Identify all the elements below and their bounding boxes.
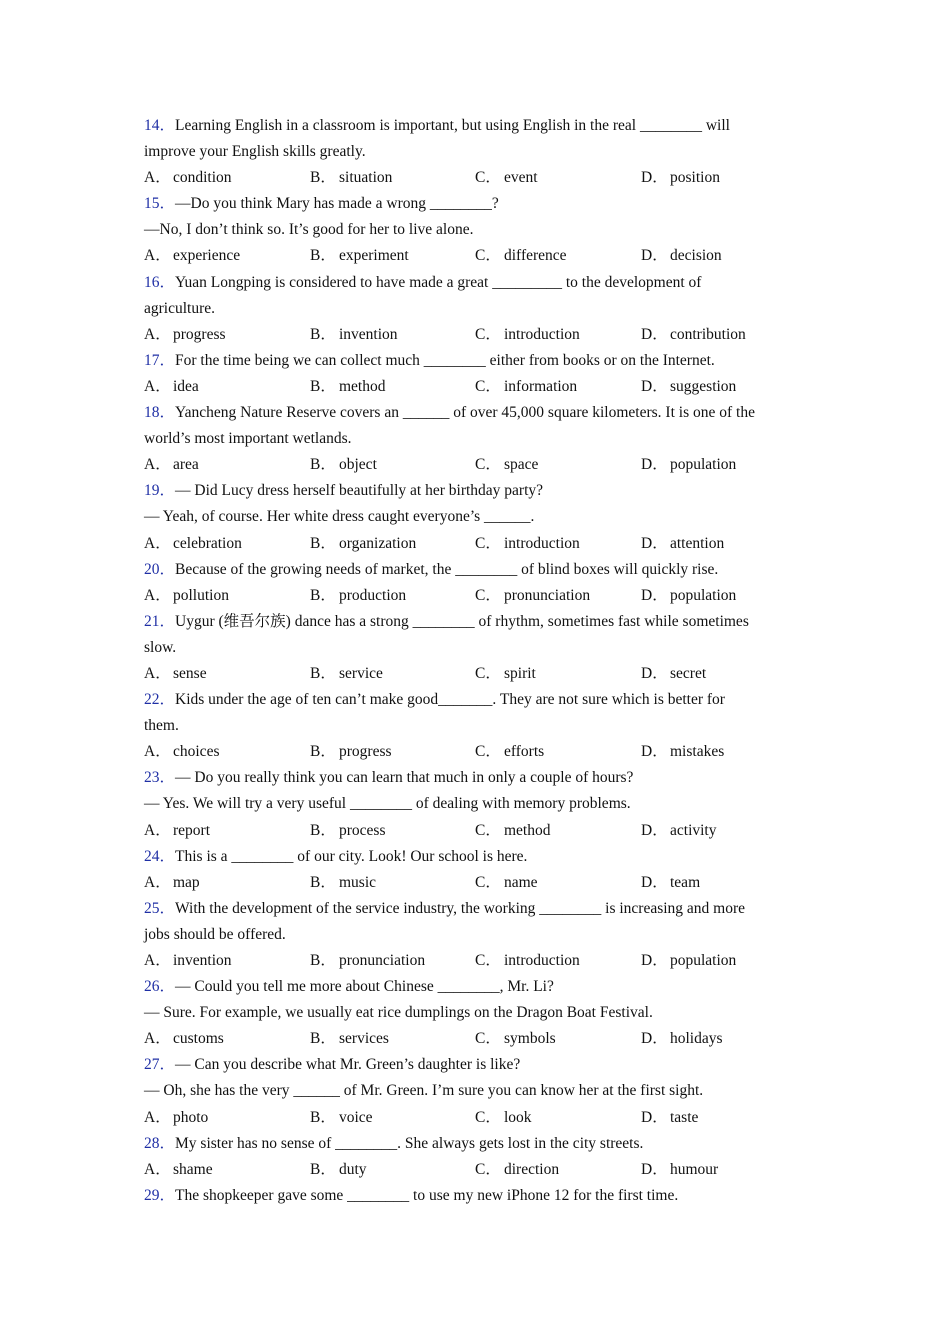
question-number: 21	[144, 612, 160, 630]
option-d[interactable]	[641, 818, 717, 844]
option-letter: C．	[475, 456, 501, 474]
option-letter: D．	[641, 169, 668, 187]
option-text: introduction	[504, 534, 580, 552]
question-stem	[144, 974, 824, 1000]
option-letter: D．	[641, 1108, 668, 1126]
question-stem-continued	[144, 504, 824, 530]
question-number: 18	[144, 404, 160, 422]
option-letter: D．	[641, 586, 668, 604]
option-text: shame	[173, 1160, 213, 1178]
question-number-separator: ．	[159, 1186, 176, 1204]
options-row	[144, 165, 824, 191]
question-stem	[144, 557, 824, 583]
question-23	[144, 765, 824, 843]
option-letter: B．	[310, 821, 336, 839]
options-row	[144, 322, 824, 348]
option-d[interactable]	[641, 243, 722, 269]
option-letter: A．	[144, 664, 171, 682]
question-text: agriculture.	[144, 299, 216, 317]
option-text: organization	[339, 534, 417, 552]
option-text: experience	[173, 247, 241, 265]
option-letter: B．	[310, 247, 336, 265]
option-text: situation	[339, 169, 393, 187]
question-stem	[144, 609, 824, 635]
option-letter: B．	[310, 1160, 336, 1178]
option-text: choices	[173, 743, 220, 761]
option-a[interactable]	[144, 1105, 208, 1131]
question-number: 23	[144, 769, 160, 787]
option-text: taste	[670, 1108, 699, 1126]
option-letter: B．	[310, 952, 336, 969]
option-text: name	[504, 873, 538, 891]
question-25	[144, 896, 824, 974]
question-text: — Could you tell me more about Chinese ________, Mr. Li?	[175, 978, 554, 996]
option-c[interactable]	[475, 1157, 559, 1183]
question-stem-continued	[144, 217, 824, 243]
question-number: 14	[144, 117, 160, 134]
option-d[interactable]	[641, 948, 736, 974]
question-stem-continued	[144, 139, 824, 165]
question-number-separator: ．	[159, 769, 176, 787]
option-letter: C．	[475, 534, 501, 552]
option-d[interactable]	[641, 374, 736, 400]
option-a[interactable]	[144, 948, 232, 974]
option-a[interactable]	[144, 452, 199, 478]
question-text: Uygur (维吾尔族) dance has a strong ________ of rhythm, sometimes fast while sometimes	[175, 612, 749, 630]
option-letter: A．	[144, 821, 171, 839]
options-row	[144, 583, 824, 609]
question-14	[144, 113, 824, 191]
question-24	[144, 844, 824, 896]
question-number-separator: ．	[159, 195, 176, 213]
option-letter: C．	[475, 952, 501, 969]
question-text: — Did Lucy dress herself beautifully at her birthday party?	[175, 482, 544, 500]
question-stem-continued	[144, 296, 824, 322]
option-d[interactable]	[641, 870, 700, 896]
question-text: slow.	[144, 638, 177, 656]
option-letter: C．	[475, 664, 501, 682]
question-text: them.	[144, 717, 179, 735]
options-row	[144, 661, 824, 687]
option-text: voice	[339, 1108, 373, 1126]
option-text: mistakes	[670, 743, 725, 761]
options-row	[144, 243, 824, 269]
option-text: duty	[339, 1160, 367, 1178]
question-17	[144, 348, 824, 400]
option-b[interactable]	[310, 1026, 389, 1052]
option-text: population	[670, 952, 737, 969]
option-text: holidays	[670, 1030, 723, 1048]
option-d[interactable]	[641, 739, 724, 765]
option-text: contribution	[670, 325, 746, 343]
option-letter: B．	[310, 743, 336, 761]
option-letter: A．	[144, 1160, 171, 1178]
option-c[interactable]	[475, 661, 536, 687]
option-text: report	[173, 821, 211, 839]
option-d[interactable]	[641, 452, 736, 478]
question-text: Learning English in a classroom is important, but using English in the real ________ will	[175, 117, 730, 134]
question-number-separator: ．	[159, 482, 176, 500]
options-row	[144, 1026, 824, 1052]
option-letter: D．	[641, 377, 668, 395]
question-number-separator: ．	[159, 847, 176, 865]
option-text: decision	[670, 247, 722, 265]
options-row	[144, 948, 824, 974]
option-b[interactable]	[310, 452, 377, 478]
option-letter: D．	[641, 743, 668, 761]
option-c[interactable]	[475, 948, 580, 974]
question-27	[144, 1052, 824, 1130]
question-18	[144, 400, 824, 478]
question-number-separator: ．	[159, 351, 176, 369]
option-c[interactable]	[475, 870, 538, 896]
question-text: Yuan Longping is considered to have made a great _________ to the development of	[175, 273, 702, 291]
question-number: 20	[144, 560, 160, 578]
option-b[interactable]	[310, 531, 416, 557]
option-letter: D．	[641, 1030, 668, 1048]
option-a[interactable]	[144, 583, 229, 609]
option-text: condition	[173, 169, 232, 187]
option-text: pronunciation	[504, 586, 591, 604]
question-text: The shopkeeper gave some ________ to use my new iPhone 12 for the first time.	[175, 1186, 679, 1204]
question-text: — Oh, she has the very ______ of Mr. Green. I’m sure you can know her at the first sight.	[144, 1082, 704, 1100]
question-text: world’s most important wetlands.	[144, 430, 352, 448]
question-stem	[144, 270, 824, 296]
option-b[interactable]	[310, 374, 386, 400]
question-number: 27	[144, 1056, 160, 1074]
option-b[interactable]	[310, 948, 425, 974]
option-text: progress	[339, 743, 392, 761]
option-c[interactable]	[475, 739, 544, 765]
option-letter: C．	[475, 325, 501, 343]
question-stem-continued	[144, 1078, 824, 1104]
question-text: Because of the growing needs of market, the ________ of blind boxes will quickly rise.	[175, 560, 719, 578]
option-text: position	[670, 169, 720, 187]
question-text: For the time being we can collect much ________ either from books or on the Internet.	[175, 351, 715, 369]
option-letter: A．	[144, 743, 171, 761]
question-stem	[144, 896, 824, 922]
option-letter: C．	[475, 1108, 501, 1126]
question-stem	[144, 113, 824, 139]
option-text: customs	[173, 1030, 224, 1048]
option-letter: D．	[641, 1160, 668, 1178]
option-letter: D．	[641, 821, 668, 839]
option-d[interactable]	[641, 583, 736, 609]
option-b[interactable]	[310, 243, 409, 269]
option-letter: D．	[641, 664, 668, 682]
option-letter: B．	[310, 169, 336, 187]
option-d[interactable]	[641, 165, 720, 191]
option-text: music	[339, 873, 377, 891]
question-21	[144, 609, 824, 687]
option-letter: C．	[475, 247, 501, 265]
option-letter: B．	[310, 873, 336, 891]
option-a[interactable]	[144, 818, 210, 844]
option-a[interactable]	[144, 1026, 224, 1052]
question-text: — Yes. We will try a very useful ________ of dealing with memory problems.	[144, 795, 631, 813]
option-letter: C．	[475, 1160, 501, 1178]
option-letter: A．	[144, 456, 171, 474]
option-c[interactable]	[475, 452, 538, 478]
option-text: pronunciation	[339, 952, 426, 969]
option-c[interactable]	[475, 583, 590, 609]
question-stem-continued	[144, 1000, 824, 1026]
option-letter: C．	[475, 1030, 501, 1048]
option-text: sense	[173, 664, 207, 682]
option-text: efforts	[504, 743, 545, 761]
option-c[interactable]	[475, 818, 551, 844]
option-a[interactable]	[144, 661, 207, 687]
question-number: 25	[144, 899, 160, 917]
option-text: idea	[173, 377, 199, 395]
question-number: 26	[144, 978, 160, 996]
question-text: improve your English skills greatly.	[144, 143, 366, 161]
option-c[interactable]	[475, 243, 567, 269]
question-stem-continued	[144, 635, 824, 661]
question-stem	[144, 191, 824, 217]
option-b[interactable]	[310, 870, 376, 896]
option-d[interactable]	[641, 1157, 718, 1183]
option-c[interactable]	[475, 1105, 532, 1131]
question-number-separator: ．	[159, 899, 176, 917]
question-stem	[144, 348, 824, 374]
option-d[interactable]	[641, 322, 746, 348]
option-d[interactable]	[641, 661, 706, 687]
question-text: — Yeah, of course. Her white dress caught everyone’s ______.	[144, 508, 535, 526]
option-letter: C．	[475, 873, 501, 891]
option-text: progress	[173, 325, 226, 343]
question-text: Kids under the age of ten can’t make good_______. They are not sure which is better for	[175, 691, 725, 709]
question-number-separator: ．	[159, 117, 176, 134]
option-letter: D．	[641, 952, 668, 969]
option-letter: B．	[310, 325, 336, 343]
question-number-separator: ．	[159, 1056, 176, 1074]
option-text: symbols	[504, 1030, 556, 1048]
question-list	[144, 113, 824, 1209]
option-text: information	[504, 377, 578, 395]
question-number: 15	[144, 195, 160, 213]
option-letter: C．	[475, 821, 501, 839]
option-text: invention	[173, 952, 232, 969]
question-text: With the development of the service industry, the working ________ is increasing and more	[175, 899, 746, 917]
option-letter: D．	[641, 534, 668, 552]
option-text: population	[670, 586, 737, 604]
option-text: experiment	[339, 247, 409, 265]
question-15	[144, 191, 824, 269]
question-text: —No, I don’t think so. It’s good for her to live alone.	[144, 221, 474, 239]
option-text: introduction	[504, 325, 580, 343]
question-stem	[144, 1183, 824, 1209]
option-text: humour	[670, 1160, 719, 1178]
option-a[interactable]	[144, 243, 240, 269]
options-row	[144, 739, 824, 765]
question-stem-continued	[144, 791, 824, 817]
option-letter: A．	[144, 325, 171, 343]
question-number: 19	[144, 482, 160, 500]
option-d[interactable]	[641, 1105, 698, 1131]
question-stem	[144, 1131, 824, 1157]
question-number-separator: ．	[159, 560, 176, 578]
question-stem-continued	[144, 713, 824, 739]
option-text: look	[504, 1108, 532, 1126]
question-text: — Sure. For example, we usually eat rice dumplings on the Dragon Boat Festival.	[144, 1004, 653, 1022]
question-20	[144, 557, 824, 609]
question-28	[144, 1131, 824, 1183]
option-a[interactable]	[144, 1157, 213, 1183]
option-letter: A．	[144, 534, 171, 552]
question-number-separator: ．	[159, 978, 176, 996]
question-stem-continued	[144, 426, 824, 452]
option-a[interactable]	[144, 165, 232, 191]
option-text: attention	[670, 534, 725, 552]
option-letter: C．	[475, 377, 501, 395]
option-text: space	[504, 456, 539, 474]
question-19	[144, 478, 824, 556]
option-text: invention	[339, 325, 398, 343]
option-b[interactable]	[310, 1157, 367, 1183]
option-letter: D．	[641, 325, 668, 343]
option-text: team	[670, 873, 701, 891]
option-text: service	[339, 664, 383, 682]
question-stem-continued	[144, 922, 824, 948]
option-c[interactable]	[475, 531, 580, 557]
option-text: pollution	[173, 586, 229, 604]
question-text: My sister has no sense of ________. She always gets lost in the city streets.	[175, 1134, 644, 1152]
option-text: suggestion	[670, 377, 737, 395]
option-c[interactable]	[475, 322, 580, 348]
question-stem	[144, 1052, 824, 1078]
question-number-separator: ．	[159, 612, 176, 630]
options-row	[144, 818, 824, 844]
option-text: method	[339, 377, 386, 395]
option-text: population	[670, 456, 737, 474]
option-text: activity	[670, 821, 717, 839]
question-29	[144, 1183, 824, 1209]
option-text: area	[173, 456, 199, 474]
option-b[interactable]	[310, 583, 406, 609]
option-letter: A．	[144, 1030, 171, 1048]
option-b[interactable]	[310, 661, 383, 687]
option-letter: D．	[641, 247, 668, 265]
question-26	[144, 974, 824, 1052]
option-letter: B．	[310, 586, 336, 604]
option-letter: B．	[310, 1108, 336, 1126]
question-16	[144, 270, 824, 348]
option-letter: A．	[144, 952, 171, 969]
option-text: services	[339, 1030, 389, 1048]
option-text: direction	[504, 1160, 560, 1178]
options-row	[144, 1105, 824, 1131]
option-b[interactable]	[310, 818, 386, 844]
options-row	[144, 870, 824, 896]
option-text: production	[339, 586, 407, 604]
option-letter: B．	[310, 1030, 336, 1048]
option-a[interactable]	[144, 322, 226, 348]
option-c[interactable]	[475, 374, 577, 400]
option-letter: A．	[144, 377, 171, 395]
question-stem	[144, 400, 824, 426]
question-text: jobs should be offered.	[144, 925, 286, 943]
option-text: secret	[670, 664, 707, 682]
option-letter: B．	[310, 377, 336, 395]
option-a[interactable]	[144, 531, 242, 557]
option-text: celebration	[173, 534, 242, 552]
option-letter: D．	[641, 456, 668, 474]
question-stem	[144, 687, 824, 713]
option-letter: A．	[144, 1108, 171, 1126]
option-text: photo	[173, 1108, 209, 1126]
option-b[interactable]	[310, 1105, 373, 1131]
option-c[interactable]	[475, 165, 538, 191]
question-stem	[144, 844, 824, 870]
option-b[interactable]	[310, 165, 392, 191]
option-letter: B．	[310, 664, 336, 682]
question-number-separator: ．	[159, 404, 176, 422]
options-row	[144, 1157, 824, 1183]
question-number: 17	[144, 351, 160, 369]
options-row	[144, 452, 824, 478]
question-number: 24	[144, 847, 160, 865]
option-d[interactable]	[641, 531, 724, 557]
question-text: This is a ________ of our city. Look! Our school is here.	[175, 847, 528, 865]
question-number: 16	[144, 273, 160, 291]
question-text: — Do you really think you can learn that much in only a couple of hours?	[175, 769, 634, 787]
option-a[interactable]	[144, 739, 219, 765]
question-stem	[144, 765, 824, 791]
option-letter: B．	[310, 534, 336, 552]
option-letter: B．	[310, 456, 336, 474]
question-text: Yancheng Nature Reserve covers an ______ of over 45,000 square kilometers. It is one of the	[175, 404, 755, 422]
option-text: process	[339, 821, 386, 839]
question-number-separator: ．	[159, 691, 176, 709]
option-letter: A．	[144, 586, 171, 604]
option-a[interactable]	[144, 870, 200, 896]
question-number-separator: ．	[159, 1134, 176, 1152]
option-letter: D．	[641, 873, 668, 891]
option-text: introduction	[504, 952, 580, 969]
question-text: —Do you think Mary has made a wrong ________?	[175, 195, 499, 213]
option-b[interactable]	[310, 322, 398, 348]
option-a[interactable]	[144, 374, 199, 400]
question-number: 29	[144, 1186, 160, 1204]
option-letter: C．	[475, 169, 501, 187]
option-text: object	[339, 456, 377, 474]
option-d[interactable]	[641, 1026, 723, 1052]
option-text: difference	[504, 247, 567, 265]
question-number-separator: ．	[159, 273, 176, 291]
option-text: event	[504, 169, 538, 187]
question-stem	[144, 478, 824, 504]
question-22	[144, 687, 824, 765]
option-text: map	[173, 873, 200, 891]
option-letter: A．	[144, 169, 171, 187]
option-b[interactable]	[310, 739, 392, 765]
options-row	[144, 531, 824, 557]
option-letter: A．	[144, 873, 171, 891]
option-text: spirit	[504, 664, 536, 682]
option-text: method	[504, 821, 551, 839]
question-number: 22	[144, 691, 160, 709]
options-row	[144, 374, 824, 400]
question-text: — Can you describe what Mr. Green’s daughter is like?	[175, 1056, 521, 1074]
option-letter: C．	[475, 586, 501, 604]
question-number: 28	[144, 1134, 160, 1152]
option-letter: C．	[475, 743, 501, 761]
option-c[interactable]	[475, 1026, 556, 1052]
option-letter: A．	[144, 247, 171, 265]
